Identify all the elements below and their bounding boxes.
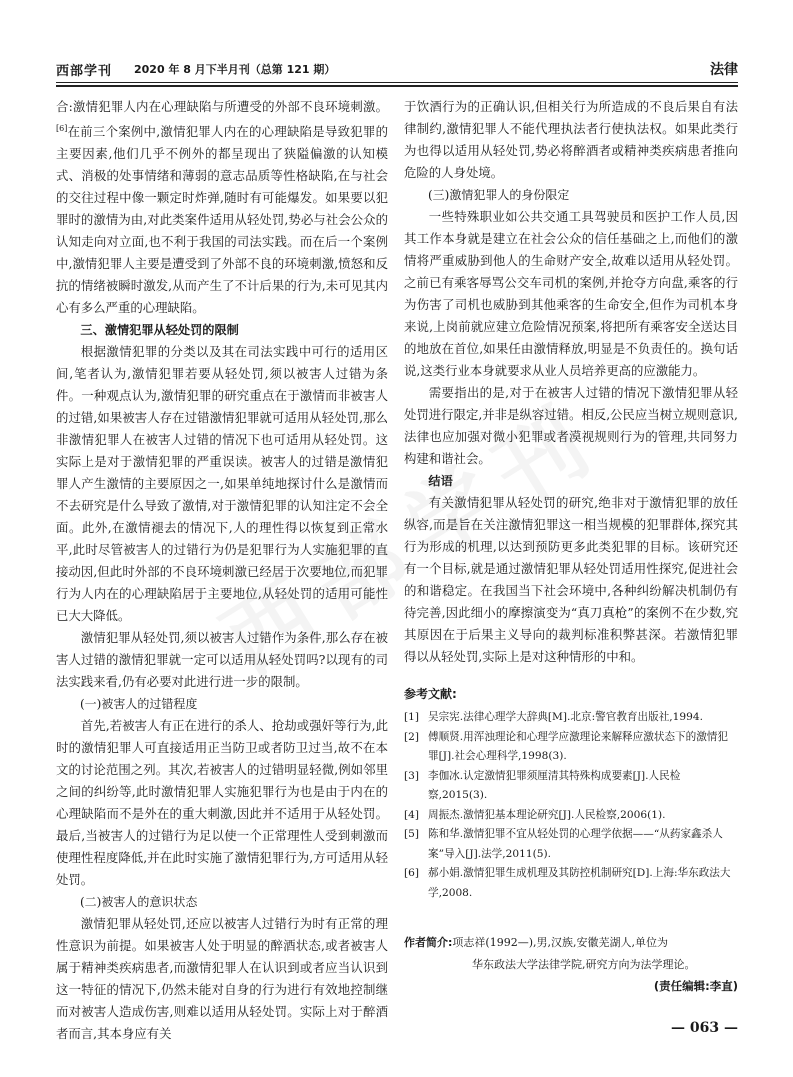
reference-number: [4] — [404, 808, 420, 821]
body-paragraph: 激情犯罪从轻处罚,须以被害人过错作为条件,那么存在被害人过错的激情犯罪就一定可以适用从轻处罚吗?以现有的司法实践来看,仍有必要对此进行进一步的限制。 — [56, 630, 388, 690]
subsection-heading: (一)被害人的过错程度 — [80, 697, 198, 712]
right-column — [404, 96, 738, 668]
journal-logo: 西部学刊 — [56, 64, 113, 79]
page-header — [56, 58, 738, 80]
reference-item — [404, 708, 738, 728]
reference-item — [404, 806, 738, 826]
body-paragraph: 激情犯罪从轻处罚,还应以被害人过错行为时有正常的理性意识为前提。如果被害人处于明显的醉酒状态,或者被害人属于精神类疾病患者,而激情犯罪人在认识到或者应当认识到这一特征的情况下,仍然未能对自身的行为进行有效地控制继而对被害人造成伤害,则难以适用从轻处罚。实际上对于醉酒者而言,其本身应有关 — [56, 916, 388, 1042]
subsection-heading: (三)激情犯罪人的身份限定 — [428, 188, 570, 202]
body-paragraph: 有关激情犯罪从轻处罚的研究,绝非对于激情犯罪的放任纵容,而是旨在关注激情犯罪这一相当规模的犯罪群体,探究其行为形成的机理,以达到预防更多此类犯罪的目标。该研究还有一个目标,就是通过激情犯罪从轻处罚适用性探究,促进社会的和谐稳定。在我国当下社会环境中,各种纠纷解决机制仍有待完善,因此细小的摩擦演变为“真刀真枪”的案例不在少数,究其原因在于后果主义导向的裁判标准积弊甚深。若激情犯罪得以从轻处罚,实际上是对这种情形的中和。 — [404, 495, 738, 664]
references-list — [404, 708, 738, 903]
paragraph-text: 在前三个案例中,激情犯罪人内在的心理缺陷是导致犯罪的主要因素,他们几乎不例外的都呈现出了狭隘偏激的认知模式、消极的处事情绪和薄弱的意志品质等性格缺陷,在与社会的交往过程中像一颗定时炸弹,随时有可能爆发。如果要以犯罪时的激情为由,对此类案件适用从轻处罚,势必与社会公众的认知走向对立面,也不利于我国的司法实践。而在后一个案例中,激情犯罪人主要是遭受到了外部不良的环境刺激,愤怒和反抗的情绪被瞬时激发,从而产生了不计后果的行为,未可见其内心有多么严重的心理缺陷。 — [56, 124, 388, 316]
reference-text: 陈和华.激情犯罪不宜从轻处罚的心理学依据——“从药家鑫杀人案”导入[J].法学,2011(5). — [428, 828, 723, 860]
reference-text: 周振杰.激情犯基本理论研究[J].人民检察,2006(1). — [428, 808, 666, 821]
citation-marker: [6] — [56, 124, 68, 133]
author-bio — [404, 932, 738, 976]
reference-number: [2] — [404, 730, 420, 743]
body-paragraph: 需要指出的是,对于在被害人过错的情况下激情犯罪从轻处罚进行限定,并非是纵容过错。相反,公民应当树立规则意识,法律也应加强对微小犯罪或者漠视规则行为的管理,共同努力构建和谐社会。 — [404, 385, 738, 466]
responsible-editor: (责任编辑:李直) — [653, 979, 738, 993]
reference-number: [6] — [404, 867, 420, 879]
reference-text: 吴宗宪.法律心理学大辞典[M].北京:警官教育出版社,1994. — [428, 711, 703, 723]
header-rule-thin — [56, 82, 738, 83]
references-title: 参考文献: — [404, 687, 457, 701]
header-rule-thick — [56, 85, 738, 87]
author-line-2: 华东政法大学法律学院,研究方向为法学理论。 — [472, 958, 696, 971]
left-column — [56, 96, 388, 1045]
body-paragraph: 于饮酒行为的正确认识,但相关行为所造成的不良后果自有法律制约,激情犯罪人不能代理执法者行使执法权。如果此类行为也得以适用从轻处罚,势必将醉酒者或精神类疾病患者推向危险的人身处境。 — [404, 99, 738, 180]
section-heading: 三、激情犯罪从轻处罚的限制 — [80, 323, 239, 338]
reference-item — [404, 767, 738, 806]
reference-item — [404, 728, 738, 767]
subsection-heading: (二)被害人的意识状态 — [80, 895, 198, 910]
paragraph-text: 合:激情犯罪人内在心理缺陷与所遭受的外部不良环境刺激。 — [56, 99, 388, 114]
body-paragraph — [56, 96, 388, 319]
reference-text: 傅顺贤.用浑浊理论和心理学应激理论来解释应激状态下的激情犯罪[J].社会心理科学,1998(3). — [428, 730, 728, 762]
reference-text: 李伽冰.认定激情犯罪须厘清其特殊构成要素[J].人民检察,2015(3). — [428, 769, 681, 801]
author-label: 作者简介: — [404, 936, 453, 949]
reference-number: [1] — [404, 711, 420, 723]
reference-item — [404, 864, 738, 903]
reference-item — [404, 825, 738, 864]
body-paragraph: 一些特殊职业如公共交通工具驾驶员和医护工作人员,因其工作本身就是建立在社会公众的信任基础之上,而他们的激情将严重威胁到他人的生命财产安全,故难以适用从轻处罚。之前已有乘客辱骂公交车司机的案例,并抢夺方向盘,乘客的行为伤害了司机也威胁到其他乘客的生命安全,但作为司机本身来说,上岗前就应建立危险情况预案,将把所有乘客安全送达目的地放在首位,如果任由激情释放,明显是不负责任的。换句话说,这类行业本身就要求从业人员培养更高的应激能力。 — [404, 209, 738, 378]
body-paragraph: 首先,若被害人有正在进行的杀人、抢劫或强奸等行为,此时的激情犯罪人可直接适用正当防卫或者防卫过当,故不在本文的讨论范围之列。其次,若被害人的过错明显轻微,例如邻里之间的纠纷等,此时激情犯罪人实施犯罪行为也是由于内在的心理缺陷而不是外在的重大刺激,因此并不适用于从轻处罚。最后,当被害人的过错行为足以使一个正常理性人受到刺激而使理性程度降低,并在此时实施了激情犯罪行为,方可适用从轻处罚。 — [56, 718, 388, 888]
author-line-1: 项志祥(1992—),男,汉族,安徽芜湖人,单位为 — [452, 936, 668, 949]
body-paragraph: 根据激情犯罪的分类以及其在司法实践中可行的适用区间,笔者认为,激情犯罪若要从轻处罚,须以被害人过错为条件。一种观点认为,激情犯罪的研究重点在于激情而非被害人的过错,如果被害人存在过错激情犯罪就可适用从轻处罚,那么非激情犯罪人在被害人过错的情况下也可适用从轻处罚。这实际上是对于激情犯罪的严重误读。被害人的过错是激情犯罪人产生激情的主要原因之一,如果单纯地探讨什么是激情而不去研究是什么导致了激情,对于激情犯罪的认知注定不会全面。此外,在激情褪去的情况下,人的理性得以恢复到正常水平,此时尽管被害人的过错行为仍是犯罪行为人实施犯罪的直接动因,但此时外部的不良环境刺激已经居于次要地位,而犯罪行为人内在的心理缺陷居于主要地位,从轻处罚的适用可能性已大大降低。 — [56, 344, 388, 624]
reference-number: [5] — [404, 828, 420, 840]
issue-info: 2020 年 8 月下半月刊（总第 121 期） — [134, 63, 336, 76]
reference-text: 郝小娟.激情犯罪生成机理及其防控机制研究[D].上海:华东政法大学,2008. — [428, 867, 731, 899]
section-heading: 结语 — [428, 474, 453, 488]
reference-number: [3] — [404, 769, 420, 782]
section-label: 法律 — [710, 62, 738, 78]
page-number: — 063 — — [671, 1020, 738, 1036]
